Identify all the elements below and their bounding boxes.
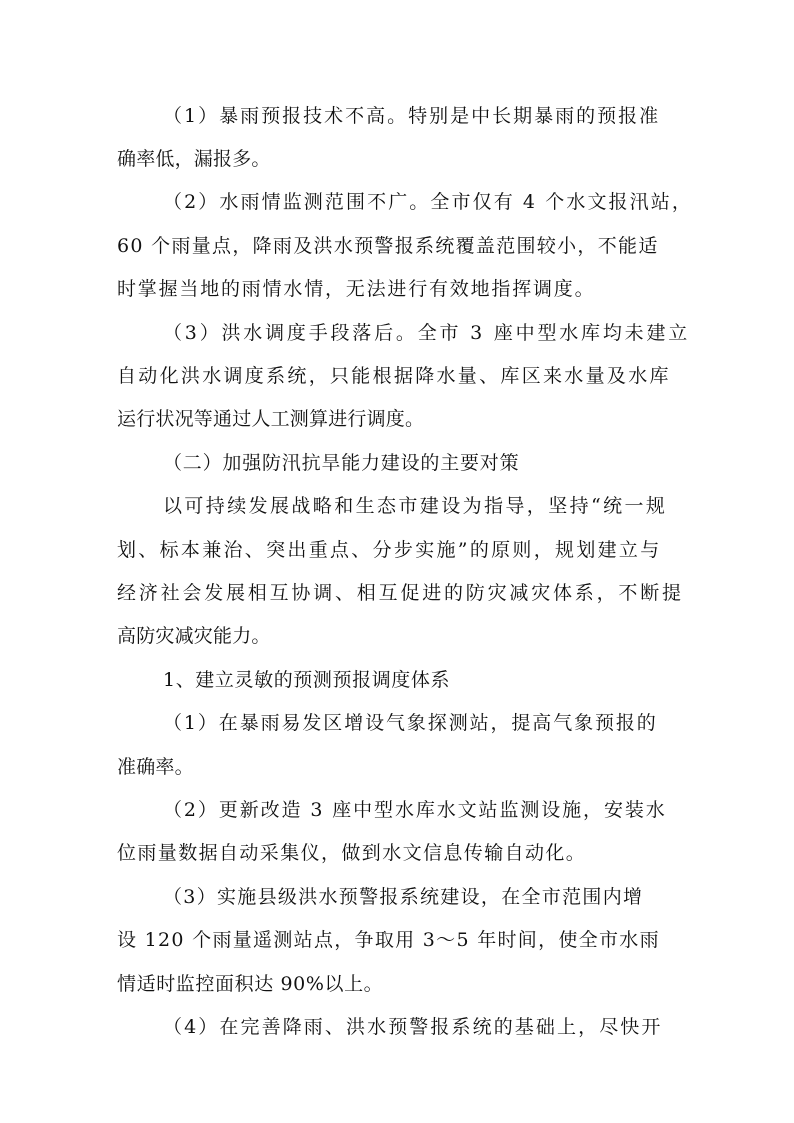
text-line: 自动化洪水调度系统，只能根据降水量、库区来水量及水库 <box>117 365 671 387</box>
text-line: 情适时监控面积达 90%以上。 <box>117 973 384 995</box>
text-line: 划、标本兼治、突出重点、分步实施”的原则，规划建立与 <box>117 539 662 561</box>
text-line: 时掌握当地的雨情水情，无法进行有效地指挥调度。 <box>117 278 596 300</box>
text-line: 设 120 个雨量遥测站点，争取用 3～5 年时间，使全市水雨 <box>117 929 660 951</box>
text-line: （4）在完善降雨、洪水预警报系统的基础上，尽快开 <box>163 1016 663 1038</box>
text-line: （2）水雨情监测范围不广。全市仅有 4 个水文报汛站， <box>163 191 693 213</box>
text-line: 高防灾减灾能力。 <box>117 625 271 647</box>
text-line: （3）实施县级洪水预警报系统建设，在全市范围内增 <box>163 886 644 908</box>
text-line: （1）暴雨预报技术不高。特别是中长期暴雨的预报准 <box>163 105 661 127</box>
text-line: 运行状况等通过人工测算进行调度。 <box>117 408 425 430</box>
text-line: 60 个雨量点，降雨及洪水预警报系统覆盖范围较小，不能适 <box>117 235 659 257</box>
text-line: 确率低，漏报多。 <box>117 148 271 170</box>
text-line: 准确率。 <box>117 756 194 778</box>
text-line: （3）洪水调度手段落后。全市 3 座中型水库均未建立 <box>163 322 691 344</box>
text-line: （1）在暴雨易发区增设气象探测站，提高气象预报的 <box>163 712 658 734</box>
text-line: 经济社会发展相互协调、相互促进的防灾减灾体系，不断提 <box>117 582 684 604</box>
text-line: （2）更新改造 3 座中型水库水文站监测设施，安装水 <box>163 799 667 821</box>
text-line: 位雨量数据自动采集仪，做到水文信息传输自动化。 <box>117 842 587 864</box>
section-heading: （二）加强防汛抗旱能力建设的主要对策 <box>163 452 520 474</box>
text-line: 以可持续发展战略和生态市建设为指导，坚持“统一规 <box>163 495 668 517</box>
subsection-heading: 1、建立灵敏的预测预报调度体系 <box>163 669 451 691</box>
